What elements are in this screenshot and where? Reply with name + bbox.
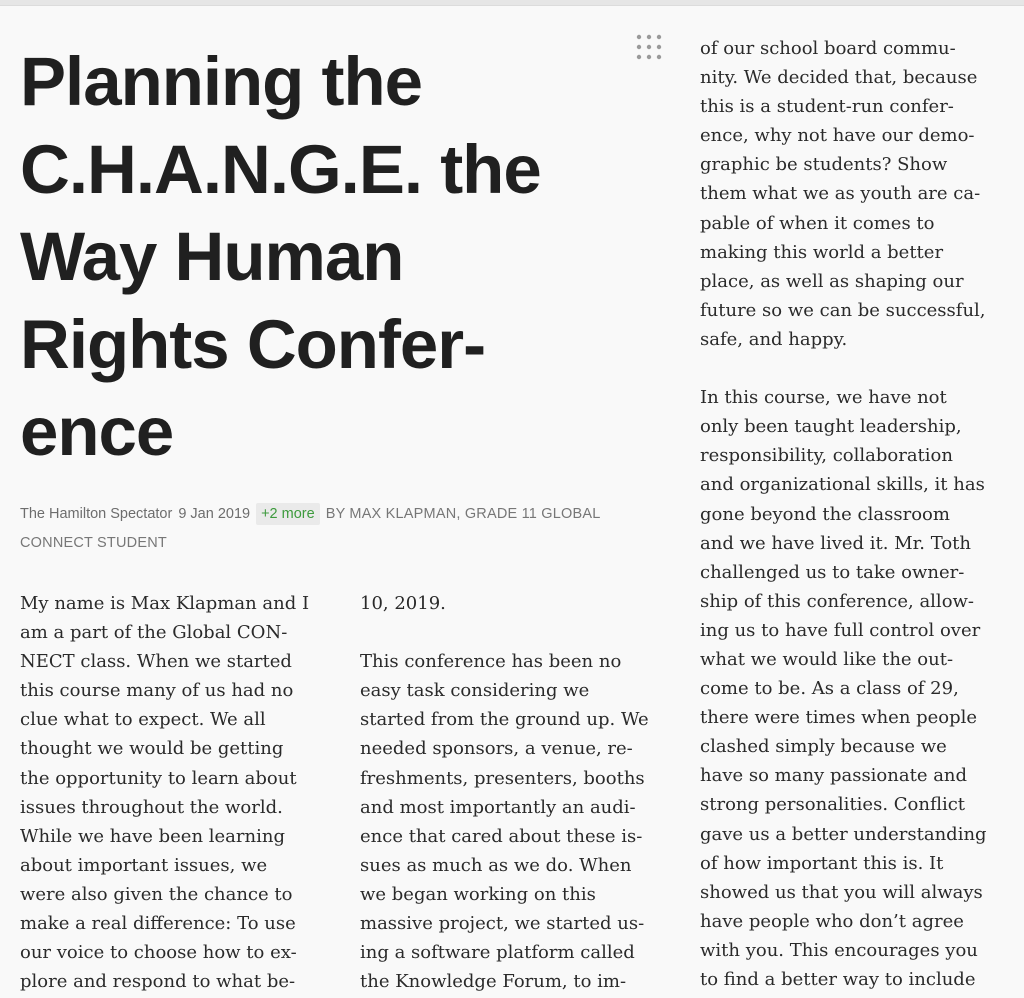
text-line: nity. We decided that, because	[700, 67, 978, 89]
text-line: ing us to have full control over	[700, 619, 981, 641]
text-line: and we have lived it. Mr. Toth	[700, 532, 972, 554]
text-line: have people who don’t agree	[700, 910, 964, 932]
headline-line: Rights Confer-	[20, 305, 486, 383]
text-line: we began working on this	[360, 883, 596, 905]
text-line: clashed simply because we	[700, 736, 947, 758]
text-line: make a real difference: To use	[20, 913, 296, 935]
paragraph	[700, 383, 1020, 994]
article-column-2	[360, 589, 670, 996]
text-line: of our school board commu-	[700, 38, 956, 59]
article-meta	[20, 500, 670, 558]
publish-date: 9 Jan 2019	[178, 506, 251, 522]
text-line: the opportunity to learn about	[20, 767, 297, 789]
text-line: the Knowledge Forum, to im-	[360, 971, 627, 993]
article-column-1	[20, 589, 330, 996]
text-line: place, as well as shaping our	[700, 270, 964, 292]
paragraph-gap	[360, 618, 670, 647]
text-line: issues throughout the world.	[20, 796, 283, 818]
text-line: to find a better way to include	[700, 969, 976, 990]
text-line: clue what to expect. We all	[20, 709, 266, 731]
text-line: plore and respond to what be-	[20, 971, 296, 993]
author-byline-cont: CONNECT STUDENT	[20, 535, 167, 551]
text-line: ing a software platform called	[360, 942, 635, 964]
headline-line: Planning the	[20, 43, 422, 120]
text-line: responsibility, collaboration	[700, 445, 953, 467]
text-line: gone beyond the classroom	[700, 503, 950, 525]
text-line: and most importantly an audi-	[360, 796, 636, 818]
paragraph	[700, 34, 1020, 354]
publication-name: The Hamilton Spectator	[20, 506, 173, 522]
meta-line-2	[20, 529, 670, 558]
text-line: strong personalities. Conflict	[700, 794, 966, 816]
text-line: come to be. As a class of 29,	[700, 678, 959, 700]
text-line: only been taught leadership,	[700, 416, 962, 438]
text-line: sues as much as we do. When	[360, 854, 632, 876]
text-line: challenged us to take owner-	[700, 561, 965, 583]
text-line: freshments, presenters, booths	[360, 767, 645, 789]
text-line: ence that cared about these is-	[360, 825, 643, 847]
text-line: easy task considering we	[360, 680, 590, 702]
text-line: making this world a better	[700, 241, 944, 263]
text-line: our voice to choose how to ex-	[20, 942, 297, 964]
text-line: and organizational skills, it has	[700, 474, 985, 496]
text-line: massive project, we started us-	[360, 913, 645, 935]
text-line: started from the ground up. We	[360, 709, 649, 731]
text-line: thought we would be getting	[20, 738, 284, 760]
text-line: ship of this conference, allow-	[700, 590, 975, 612]
text-line: pable of when it comes to	[700, 212, 935, 234]
text-line: safe, and happy.	[700, 328, 848, 350]
paragraph	[360, 647, 670, 996]
meta-line-1	[20, 500, 670, 529]
text-line: 10, 2019.	[360, 593, 446, 614]
headline-line: Way Human	[20, 218, 404, 295]
text-line: needed sponsors, a venue, re-	[360, 738, 633, 760]
text-line: them what we as youth are ca-	[700, 183, 981, 205]
text-line: future so we can be successful,	[700, 299, 986, 321]
paragraph	[360, 589, 670, 618]
text-line: This conference has been no	[360, 651, 622, 673]
top-divider	[0, 0, 1024, 6]
text-line: there were times when people	[700, 707, 978, 729]
grip-dots-icon[interactable]	[634, 32, 664, 62]
text-line: about important issues, we	[20, 854, 268, 876]
text-line: this course many of us had no	[20, 680, 294, 702]
text-line: were also given the chance to	[20, 883, 293, 905]
text-line: this is a student-run confer-	[700, 96, 954, 118]
text-line: NECT class. When we started	[20, 651, 292, 673]
text-line: what we would like the out-	[700, 648, 954, 670]
text-line: graphic be students? Show	[700, 154, 948, 176]
headline-line: ence	[20, 393, 174, 470]
article-column-3	[700, 34, 1020, 994]
text-line: am a part of the Global CON-	[20, 622, 288, 644]
paragraph	[20, 589, 330, 996]
text-line: While we have been learning	[20, 825, 285, 847]
author-byline: BY MAX KLAPMAN, GRADE 11 GLOBAL	[325, 506, 601, 522]
text-line: of how important this is. It	[700, 852, 944, 874]
more-sources-button[interactable]: +2 more	[256, 503, 320, 525]
text-line: ence, why not have our demo-	[700, 125, 975, 147]
text-line: My name is Max Klapman and I	[20, 593, 310, 614]
text-line: with you. This encourages you	[700, 939, 978, 961]
article-headline	[20, 38, 660, 476]
text-line: In this course, we have not	[700, 387, 947, 409]
text-line: have so many passionate and	[700, 765, 968, 787]
text-line: gave us a better understanding	[700, 823, 987, 845]
headline-line: C.H.A.N.G.E. the	[20, 130, 541, 208]
text-line: showed us that you will always	[700, 881, 983, 903]
paragraph-gap	[700, 354, 1020, 383]
